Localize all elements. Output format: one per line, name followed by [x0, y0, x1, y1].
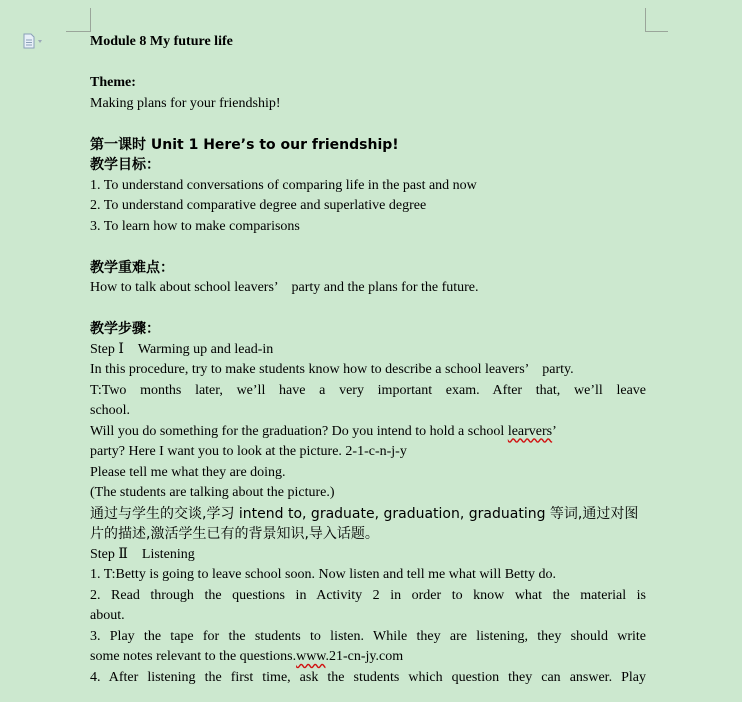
text-run: ’ [552, 423, 557, 439]
paragraph-line: about. [90, 608, 125, 623]
document-title: Module 8 My future life [90, 34, 233, 49]
paragraph-line [90, 422, 646, 443]
paragraph-line: (The students are talking about the picture.) [90, 485, 335, 500]
paragraph-line: T:Two months later, we’ll have a very important exam. After that, we’ll leave [90, 382, 646, 398]
paragraph-line: party? Here I want you to look at the picture. 2-1-c-n-j-y [90, 444, 407, 459]
key-points-label: 教学重难点： [90, 259, 174, 276]
steps-label: 教学步骤： [90, 321, 160, 337]
paragraph-line: Please tell me what they are doing. [90, 464, 286, 480]
step-title: Step Ⅱ Listening [90, 546, 195, 562]
objective-item: 3. To learn how to make comparisons [90, 218, 300, 234]
paragraph-line: school. [90, 403, 131, 418]
objectives-label: 教学目标： [90, 157, 160, 173]
paragraph-line [90, 647, 646, 668]
paragraph-line: 1. T:Betty is going to leave school soon. Now listen and tell me what will Betty do. [90, 567, 557, 582]
misspelled-word[interactable]: learvers [507, 423, 553, 439]
objective-item: 2. To understand comparative degree and superlative degree [90, 198, 427, 213]
text-run: some notes relevant to the questions. [90, 649, 297, 664]
theme-label: Theme: [90, 75, 136, 90]
misspelled-word[interactable]: www [296, 649, 326, 664]
paragraph-line: 4. After listening the first time, ask the students which question they can answer. Play [90, 669, 646, 685]
paragraph-line: 3. Play the tape for the students to listen. While they are listening, they should write [90, 628, 646, 644]
step-title: Step Ⅰ Warming up and lead-in [90, 341, 274, 357]
page-corner-mark-top-right [645, 8, 668, 32]
document-page[interactable] [90, 32, 646, 688]
paragraph-line-chinese: 通过与学生的交谈,学习 intend to, graduate, graduation, graduating 等词,通过对图 [90, 505, 639, 522]
page-corner-mark-top-left [66, 8, 91, 32]
text-run: .21-cn-jy.com [325, 649, 404, 664]
paragraph-line-chinese: 片的描述,激活学生已有的背景知识,导入话题。 [90, 526, 379, 542]
key-points-text: How to talk about school leavers’ party and the plans for the future. [90, 280, 479, 295]
paragraph-line: 2. Read through the questions in Activity 2 in order to know what the material is [90, 587, 646, 603]
objective-item: 1. To understand conversations of comparing life in the past and now [90, 177, 477, 193]
paragraph-line: In this procedure, try to make students know how to describe a school leavers’ party. [90, 362, 574, 377]
text-run: Will you do something for the graduation? Do you intend to hold a school [90, 423, 508, 439]
lesson-title: 第一课时 Unit 1 Here’s to our friendship! [90, 136, 399, 153]
document-options-icon[interactable] [22, 33, 46, 49]
theme-text: Making plans for your friendship! [90, 95, 281, 111]
